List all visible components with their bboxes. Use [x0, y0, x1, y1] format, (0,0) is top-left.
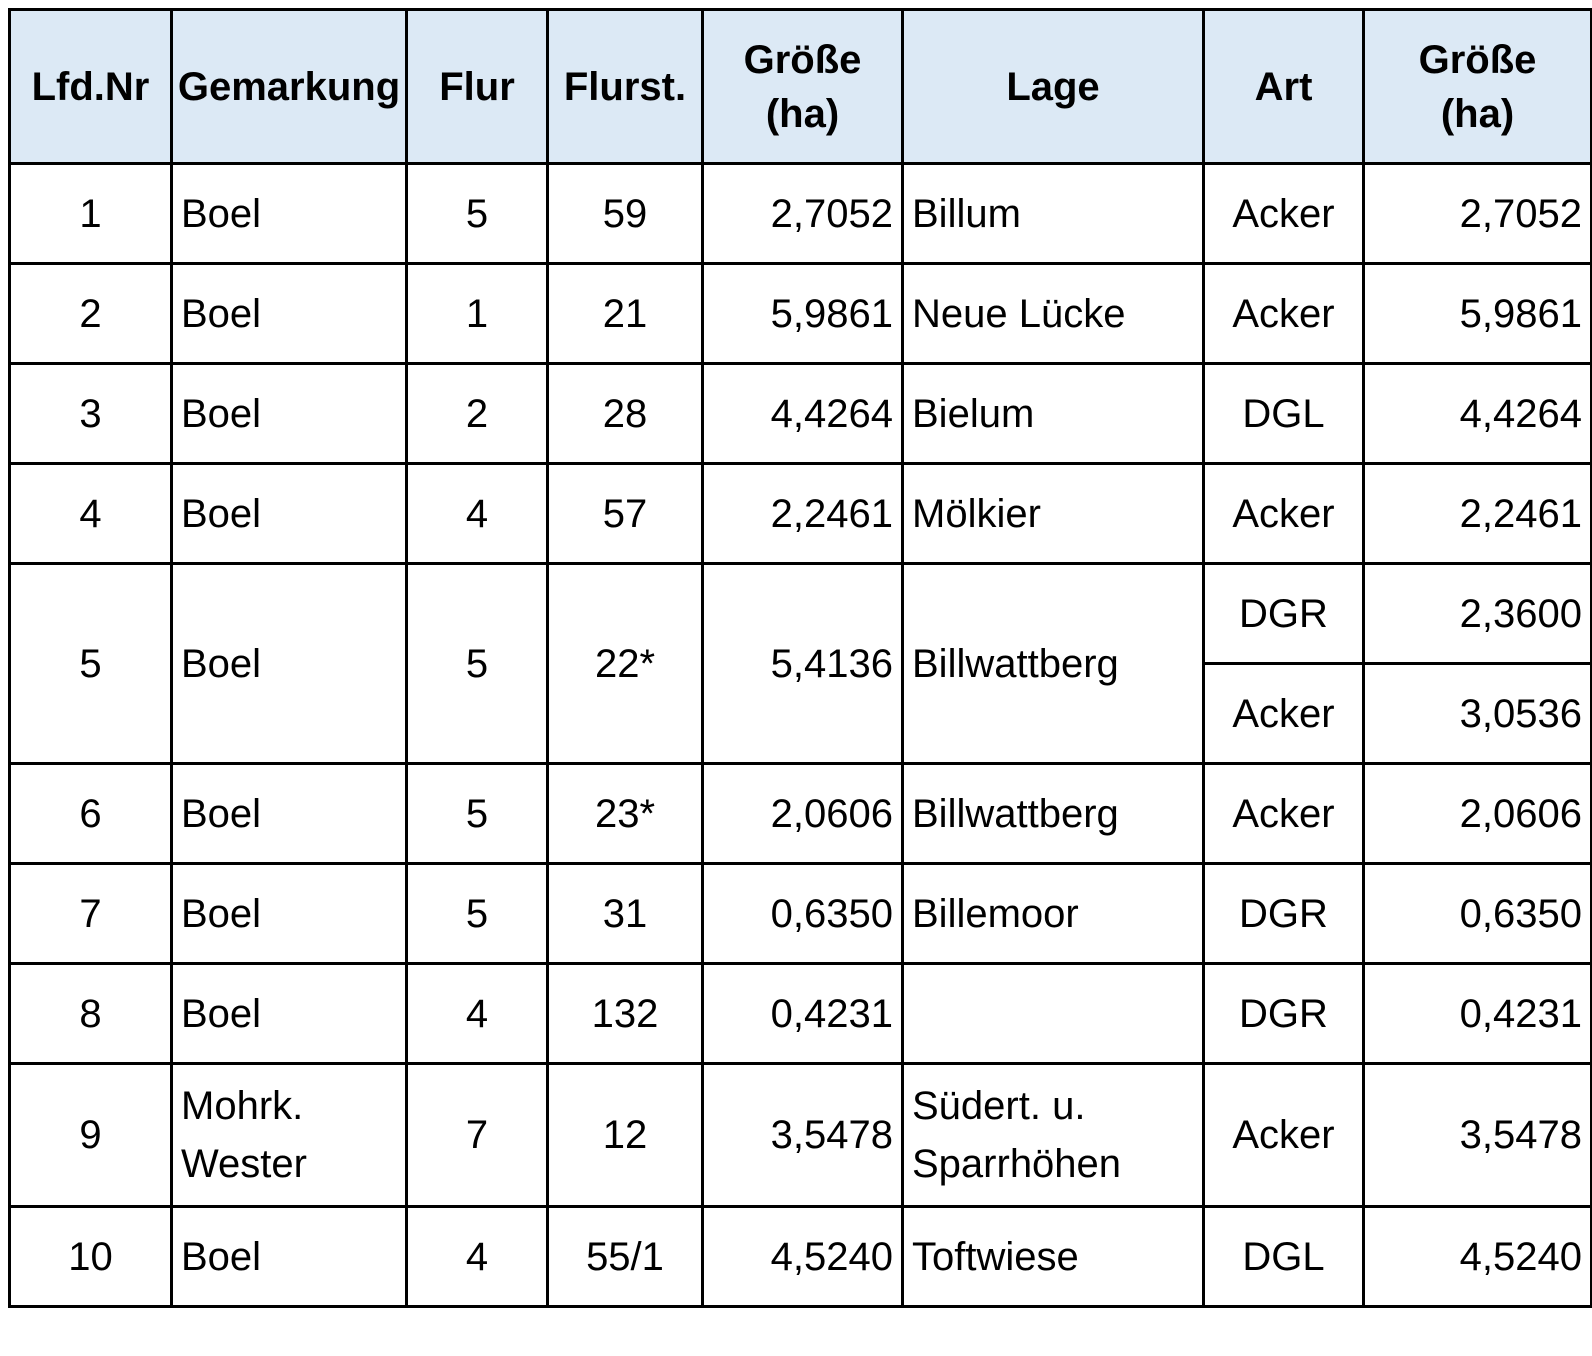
cell-art: Acker: [1204, 1064, 1364, 1207]
cell-art-groesse: 5,9861: [1364, 264, 1592, 364]
table-row: [10, 764, 1592, 864]
cell-groesse: 2,2461: [703, 464, 903, 564]
cell-lage: Billwattberg: [903, 564, 1204, 764]
cell-gemarkung: Boel: [172, 764, 407, 864]
cell-art-groesse: 4,4264: [1364, 364, 1592, 464]
cell-groesse: 2,7052: [703, 164, 903, 264]
header-art-groesse-label: Größe: [1418, 37, 1537, 82]
cell-lage-line: Sparrhöhen: [912, 1142, 1122, 1186]
cell-art: Acker: [1204, 664, 1364, 764]
cell-groesse: 5,9861: [703, 264, 903, 364]
cell-lage: Mölkier: [903, 464, 1204, 564]
header-gemarkung: Gemarkung: [172, 10, 407, 164]
cell-nr: 9: [10, 1064, 172, 1207]
cell-nr: 8: [10, 964, 172, 1064]
cell-gemarkung: Boel: [172, 1207, 407, 1307]
header-groesse-label: Größe: [743, 37, 862, 82]
cell-nr: 2: [10, 264, 172, 364]
cell-art-groesse: 3,5478: [1364, 1064, 1592, 1207]
cell-art-groesse: 0,4231: [1364, 964, 1592, 1064]
cell-gemarkung: Boel: [172, 164, 407, 264]
cell-flur: 7: [407, 1064, 548, 1207]
cell-flurstueck: 12: [548, 1064, 703, 1207]
cell-gemarkung-line: Mohrk.: [181, 1084, 304, 1128]
cell-flur: 5: [407, 164, 548, 264]
header-lfd-nr: Lfd.Nr: [10, 10, 172, 164]
cell-art: Acker: [1204, 164, 1364, 264]
cell-lage: Billemoor: [903, 864, 1204, 964]
cell-nr: 1: [10, 164, 172, 264]
cell-flurstueck: 132: [548, 964, 703, 1064]
cell-flur: 5: [407, 764, 548, 864]
table-row: [10, 564, 1592, 664]
cell-groesse: 2,0606: [703, 764, 903, 864]
cell-lage: [903, 964, 1204, 1064]
header-flur: Flur: [407, 10, 548, 164]
cell-gemarkung: Boel: [172, 864, 407, 964]
table-row: [10, 364, 1592, 464]
header-row: [10, 10, 1592, 164]
cell-flur: 2: [407, 364, 548, 464]
cell-groesse: 4,5240: [703, 1207, 903, 1307]
cell-flur: 4: [407, 964, 548, 1064]
cell-lage-line: Südert. u.: [912, 1084, 1086, 1128]
cell-gemarkung: Boel: [172, 264, 407, 364]
cell-art: DGR: [1204, 964, 1364, 1064]
cell-art-groesse: 2,3600: [1364, 564, 1592, 664]
cell-art: DGR: [1204, 864, 1364, 964]
cell-flurstueck: 28: [548, 364, 703, 464]
cell-art: DGR: [1204, 564, 1364, 664]
header-flurstueck: Flurst.: [548, 10, 703, 164]
cell-gemarkung: Boel: [172, 964, 407, 1064]
cell-lage: [903, 1064, 1204, 1207]
cell-groesse: 0,4231: [703, 964, 903, 1064]
cell-gemarkung: Boel: [172, 464, 407, 564]
cell-nr: 4: [10, 464, 172, 564]
header-art-groesse: [1364, 10, 1592, 164]
header-lage: Lage: [903, 10, 1204, 164]
cell-flur: 5: [407, 564, 548, 764]
cell-art-groesse: 2,2461: [1364, 464, 1592, 564]
cell-art: Acker: [1204, 464, 1364, 564]
cell-gemarkung: Boel: [172, 564, 407, 764]
cell-nr: 3: [10, 364, 172, 464]
cell-groesse: 4,4264: [703, 364, 903, 464]
cell-flurstueck: 59: [548, 164, 703, 264]
header-groesse: [703, 10, 903, 164]
cell-nr: 10: [10, 1207, 172, 1307]
cell-art-groesse: 2,7052: [1364, 164, 1592, 264]
cell-art-groesse: 4,5240: [1364, 1207, 1592, 1307]
cell-lage: Billum: [903, 164, 1204, 264]
cell-flur: 5: [407, 864, 548, 964]
header-art: Art: [1204, 10, 1364, 164]
cell-nr: 6: [10, 764, 172, 864]
header-art-groesse-unit: (ha): [1440, 91, 1515, 136]
cell-flurstueck: 22*: [548, 564, 703, 764]
table-row: [10, 964, 1592, 1064]
cell-flur: 1: [407, 264, 548, 364]
cell-nr: 5: [10, 564, 172, 764]
land-parcel-table: [8, 8, 1592, 1308]
table-row: [10, 264, 1592, 364]
cell-art-groesse: 3,0536: [1364, 664, 1592, 764]
cell-flurstueck: 23*: [548, 764, 703, 864]
cell-gemarkung: [172, 1064, 407, 1207]
cell-groesse: 0,6350: [703, 864, 903, 964]
table-row: [10, 464, 1592, 564]
cell-flurstueck: 31: [548, 864, 703, 964]
cell-groesse: 5,4136: [703, 564, 903, 764]
cell-nr: 7: [10, 864, 172, 964]
cell-gemarkung-line: Wester: [181, 1142, 307, 1186]
cell-art: DGL: [1204, 1207, 1364, 1307]
cell-art-groesse: 2,0606: [1364, 764, 1592, 864]
cell-flurstueck: 57: [548, 464, 703, 564]
cell-flur: 4: [407, 464, 548, 564]
cell-lage: Toftwiese: [903, 1207, 1204, 1307]
cell-art: Acker: [1204, 264, 1364, 364]
header-groesse-unit: (ha): [765, 91, 840, 136]
cell-flurstueck: 55/1: [548, 1207, 703, 1307]
cell-lage: Bielum: [903, 364, 1204, 464]
cell-art: DGL: [1204, 364, 1364, 464]
cell-art: Acker: [1204, 764, 1364, 864]
cell-lage: Billwattberg: [903, 764, 1204, 864]
cell-flurstueck: 21: [548, 264, 703, 364]
cell-flur: 4: [407, 1207, 548, 1307]
cell-art-groesse: 0,6350: [1364, 864, 1592, 964]
table-row: [10, 864, 1592, 964]
cell-groesse: 3,5478: [703, 1064, 903, 1207]
table-row: [10, 1207, 1592, 1307]
table-row: [10, 1064, 1592, 1207]
table-row: [10, 164, 1592, 264]
cell-gemarkung: Boel: [172, 364, 407, 464]
cell-lage: Neue Lücke: [903, 264, 1204, 364]
